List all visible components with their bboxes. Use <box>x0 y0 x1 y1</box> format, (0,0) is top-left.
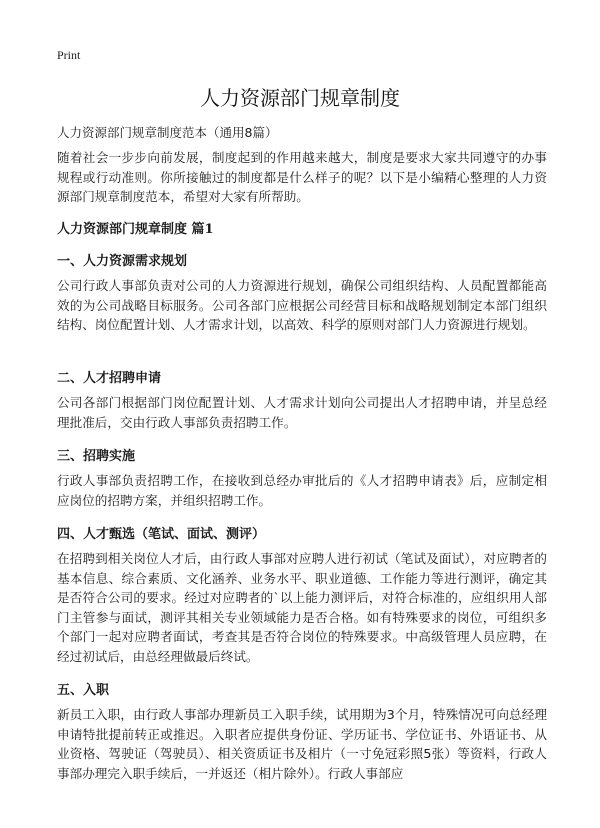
heading-onboarding: 五、入职 <box>57 683 110 698</box>
section-title: 人力资源部门规章制度 篇1 <box>57 222 214 237</box>
page-title: 人力资源部门规章制度 <box>200 86 400 110</box>
body-onboarding: 新员工入职，由行政人事部办理新员工入职手续，试用期为3个月，特殊情况可向总经理申请特批提前转正或推迟。入职者应提供身份证、学历证书、学位证书、外语证书、从业资格、驾驶证（驾驶员）、相关资质证书及相片（一寸免冠彩照5张）等资料，行政人事部办理完入职手续后，一并返还（相片除外）。行政人事部应 <box>57 707 547 781</box>
body-recruit-execution: 行政人事部负责招聘工作，在接收到总经办审批后的《人才招聘申请表》后，应制定相应岗位的招聘方案，并组织招聘工作。 <box>57 473 547 508</box>
heading-recruit-request: 二、人才招聘申请 <box>57 371 162 386</box>
print-link[interactable]: Print <box>57 48 81 62</box>
body-recruit-request: 公司各部门根据部门岗位配置计划、人才需求计划向公司提出人才招聘申请，并呈总经理批准后，交由行政人事部负责招聘工作。 <box>57 395 547 430</box>
heading-recruit-execution: 三、招聘实施 <box>57 449 136 464</box>
intro-paragraph: 随着社会一步步向前发展，制度起到的作用越来越大，制度是要求大家共同遵守的办事规程或行动准则。你所接触过的制度都是什么样子的呢？以下是小编精心整理的人力资源部门规章制度范本，希望对大家有所帮助。 <box>57 150 547 204</box>
heading-hr-planning: 一、人力资源需求规划 <box>57 254 188 269</box>
body-hr-planning: 公司行政人事部负责对公司的人力资源进行规划，确保公司组织结构、人员配置都能高效的为公司战略目标服务。公司各部门应根据公司经营目标和战略规划制定本部门组织结构、岗位配置计划、人才需求计划，以高效、科学的原则对部门人力资源进行规划。 <box>57 278 547 332</box>
heading-selection: 四、人才甄选（笔试、面试、测评） <box>57 527 266 542</box>
body-selection: 在招聘到相关岗位人才后，由行政人事部对应聘人进行初试（笔试及面试），对应聘者的基本信息、综合素质、文化涵养、业务水平、职业道德、工作能力等进行测评，确定其是否符合公司的要求。经过对应聘者的`以上能力测评后，对符合标准的，应组织用人部门主管参与面试，测评其相关专业领域能力是否合格。如有特殊要求的岗位，可组织多个部门一起对应聘者面试，考查其是否符合岗位的特殊要求。中高级管理人员应聘，在经过初试后，由总经理做最后终试。 <box>57 551 547 664</box>
document-subtitle: 人力资源部门规章制度范本（通用8篇） <box>57 125 278 140</box>
